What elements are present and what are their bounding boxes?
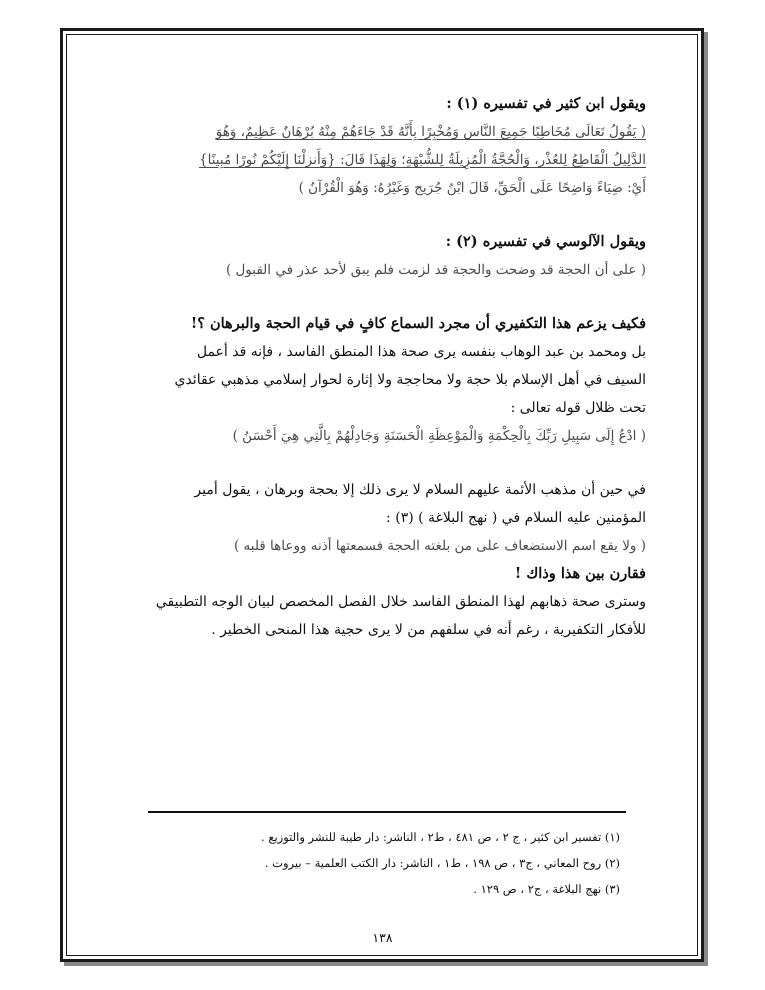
citation-intro: ويقول ابن كثير في تفسيره (١) :: [446, 95, 646, 112]
section-ibn-kathir: [118, 90, 646, 202]
page-number: ١٣٨: [372, 930, 393, 945]
section-heading: فكيف يزعم هذا التكفيري أن مجرد السماع كافٍ في قيام الحجة والبرهان ؟!: [190, 315, 646, 332]
closing-line: وسترى صحة ذهابهم لهذا المنطق الفاسد خلال الفصل المخصص لبيان الوجه التطبيقي: [155, 594, 646, 610]
body-line: المؤمنين عليه السلام في ( نهج البلاغة ) (٣) :: [386, 510, 646, 526]
quote-line: أَيْ: ضِيَاءً وَاضِحًا عَلَى الْحَقِّ، قَالَ ابْنُ جُرَيج وَغَيْرُهُ: وَهُوَ الْقُرْآنُ ): [298, 180, 646, 196]
footnotes: [260, 824, 620, 902]
footnote-separator: [148, 811, 626, 813]
citation-intro: ويقول الآلوسي في تفسيره (٢) :: [445, 233, 646, 250]
section-imams: [118, 476, 646, 644]
section-argument: [118, 310, 646, 450]
quote-line: ( على أن الحجة قد وضحت والحجة قد لزمت فلم يبق لأحد عذر في القبول ): [225, 262, 646, 278]
closing-line: فقارن بين هذا وذاك !: [514, 565, 646, 582]
body-line: في حين أن مذهب الأئمة عليهم السلام لا يرى ذلك إلا بحجة وبرهان ، يقول أمير: [194, 482, 646, 498]
body-line: تحت ظلال قوله تعالى :: [510, 400, 646, 416]
footnote-3: (٣) نهج البلاغة ، ج٢ ، ص ١٢٩ .: [473, 882, 620, 896]
quote-line: ( ادْعُ إِلَى سَبِيلِ رَبِّكَ بِالْحِكْمَةِ وَالْمَوْعِظَةِ الْحَسَنَةِ وَجَادِلْهُمْ بِالَّتِي هِيَ أَحْسَنُ ): [232, 428, 646, 444]
quote-line: الدَّلِيلُ الْقَاطِعُ لِلعُذْر، وَالْحُجَّةُ الْمُزِيلَةُ لِلشُّبْهَةِ؛ وَلِهَذَا قَالَ: {وَأَنزلْنَا إِلَيْكُمْ نُورًا مُبِينًا}: [199, 152, 646, 168]
section-alusi: [118, 228, 646, 284]
footnote-1: (١) تفسير ابن كثير ، ج ٢ ، ص ٤٨١ ، ط٢ ، الناشر: دار طيبة للنشر والتوزيع .: [261, 830, 620, 844]
body-line: السيف في أهل الإسلام بلا حجة ولا محاججة ولا إثارة لحوار إسلامي مذهبي عقائدي: [174, 372, 646, 388]
closing-line: للأفكار التكفيرية ، رغم أنه في سلفهم من لا يرى حجية هذا المنحى الخطير .: [211, 622, 646, 638]
body-line: بل ومحمد بن عبد الوهاب بنفسه يرى صحة هذا المنطق الفاسد ، فإنه قد أعمل: [196, 344, 646, 360]
footnote-2: (٢) روح المعاني ، ج٣ ، ص ١٩٨ ، ط١ ، الناشر: دار الكتب العلمية – بيروت .: [264, 856, 620, 870]
quote-line: ( يَقُولُ تَعَالَى مُخَاطِبًا جَمِيعَ النَّاس وَمُخْبِرًا بِأَنَّهُ قَدْ جَاءَهُمْ مِنْهُ بُرْهَانٌ عَظِيمٌ، وَهُوَ: [215, 124, 646, 140]
page-body: [118, 90, 646, 644]
quote-line: ( ولا يقع اسم الاستضعاف على من بلغته الحجة فسمعتها أذنه ووعاها قلبه ): [233, 538, 646, 554]
